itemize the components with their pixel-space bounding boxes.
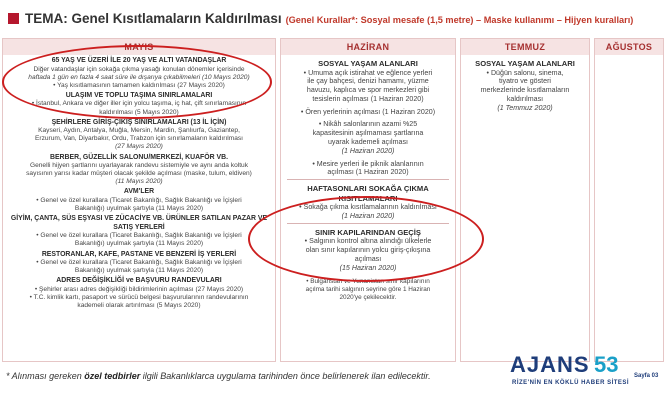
column-mayis	[2, 38, 276, 362]
bullet-square-icon	[8, 13, 19, 24]
column-header-haziran: HAZİRAN	[281, 39, 455, 55]
column-header-temmuz: TEMMUZ	[461, 39, 589, 55]
section-text: • Umuma açık istirahat ve eğlence yerleri ile çay bahçesi, denizi hamamı, yüzme havuzu, kaplıca ve spor merkezleri gibi tesislerin açılması (1 Haziran 2020) • Ören yerlerinin açılması (1 Haziran 2020) • Nikâh salonlarının azami %25 kapasitesinin aşılmaması şartlarına uyarak kademeli açılması (1 Haziran 2020) • Mesire yerleri ile piknik alanlarının açılması (1 Haziran 2020)	[300, 68, 436, 177]
column-header-mayis: MAYIS	[3, 39, 275, 55]
logo-slogan: RİZE'NİN EN KÖKLÜ HABER SİTESİ	[512, 380, 630, 386]
section-title: ADRES DEĞİŞİKLİĞİ ve BAŞVURU RANDEVULARI	[56, 277, 222, 285]
section-title: ULAŞIM VE TOPLU TAŞIMA SINIRLAMALARI	[65, 91, 213, 99]
section-title: BERBER, GÜZELLİK SALONU/MERKEZİ, KUAFÖR VB.	[49, 153, 228, 161]
section-title: SINIR KAPILARINDAN GEÇİŞ	[315, 227, 421, 237]
column-haziran	[280, 38, 456, 362]
section-title: GİYİM, ÇANTA, SÜS EŞYASI VE ZÜCACİYE VB. ÜRÜNLER SATILAN PAZAR VE SATIŞ YERLERİ	[10, 215, 268, 231]
section-title: SOSYAL YAŞAM ALANLARI	[318, 59, 418, 68]
section-text: Kayseri, Aydın, Antalya, Muğla, Mersin, Mardin, Şanlıurfa, Gaziantep, Erzurum, Van, Diyarbakır, Ordu, Trabzon için sınırlamaların kaldırılması (27 Mayıs 2020)	[34, 127, 244, 151]
section-text: Genelli hijyen şartlarını uyarlayarak randevu sistemiyle ve aynı anda koltuk sayısının yarısı kadar müşteri olacak şekilde açılması (maske, tulum, eldiven) (11 Mayıs 2020)	[26, 162, 252, 186]
section-text: • Genel ve özel kurallara (Ticaret Bakanlığı, Sağlık Bakanlığı ve İçişleri Bakanlığı) uyulmak şartıyla (11 Mayıs 2020)	[36, 259, 242, 275]
section-text: • Salgının kontrol altına alındığı ülkelerle olan sınır kapılarının yolcu giriş-çıkışına açılması (15 Haziran 2020) • Bulgaristan ve Yunanistan sınır kapılarının açılma tarihi salgının seyrine göre 1 Haziran 2020'ye çekilecektir.	[304, 237, 432, 301]
column-header-agustos: AĞUSTOS	[595, 39, 663, 55]
section-text: • İstanbul, Ankara ve diğer iller için yolcu taşıma, iç hat, çift sınırlamasının kaldırılması (5 Mayıs 2020)	[31, 100, 247, 116]
section-text: • Düğün salonu, sinema, tiyatro ve gösteri merkezlerinde kısıtlamaların kaldırılması (1 Temmuz 2020)	[480, 68, 570, 112]
column-agustos	[594, 38, 664, 362]
divider	[287, 223, 449, 224]
column-temmuz	[460, 38, 590, 362]
logo-number: 53	[594, 352, 619, 377]
logo-sayfa: Sayfa 03	[634, 373, 659, 379]
section-text: • Şehirler arası adres değişikliği bildirimlerinin açılması (27 Mayıs 2020) • T.C. kimlik kartı, pasaport ve sürücü belgesi başvurularının randevularının kademeli olarak artırılması (5 Mayıs 2020)	[29, 285, 249, 310]
logo-brand: AJANS	[510, 352, 590, 377]
footnote: * Alınması gereken özel tedbirler ilgili Bakanlıklarca uygulama tarihinden önce belirlenerek ilan edilecektir.	[6, 371, 431, 381]
section-title: AVM'LER	[123, 188, 155, 196]
section-title: ŞEHİRLERE GİRİŞ-ÇIKIŞ SINIRLAMALARI (13 İL İÇİN)	[51, 118, 227, 126]
page-header	[8, 10, 668, 30]
section-text: • Sokağa çıkma kısıtlamalarının kaldırılması (1 Haziran 2020)	[299, 203, 437, 221]
section-text: • Genel ve özel kurallara (Ticaret Bakanlığı, Sağlık Bakanlığı ve İçişleri Bakanlığı) uyulmak şartıyla (11 Mayıs 2020)	[36, 232, 242, 248]
divider	[287, 179, 449, 180]
section-title: RESTORANLAR, KAFE, PASTANE VE BENZERİ İŞ YERLERİ	[41, 250, 237, 258]
section-title: SOSYAL YAŞAM ALANLARI	[475, 59, 575, 68]
section-text: Diğer vatandaşlar için sokağa çıkma yasağı konulan dönemler içerisinde haftada 1 gün en fazla 4 saat süre ile dışarıya çıkabilmeleri (10 Mayıs 2020) • Yaş kısıtlamasının tamamen kaldırılması (27 Mayıs 2020)	[28, 65, 250, 89]
section-title: 65 YAŞ VE ÜZERİ İLE 20 YAŞ VE ALTI VATANDAŞLAR	[51, 57, 227, 64]
page-subtitle: (Genel Kurallar*: Sosyal mesafe (1,5 metre) – Maske kullanımı – Hijyen kuralları)	[285, 15, 634, 25]
section-title: HAFTASONLARI SOKAĞA ÇIKMA KISITLAMALARI	[307, 184, 429, 203]
ajans53-logo	[510, 352, 665, 392]
page-title: TEMA: Genel Kısıtlamaların Kaldırılması	[25, 11, 282, 26]
section-text: • Genel ve özel kurallara (Ticaret Bakanlığı, Sağlık Bakanlığı ve İçişleri Bakanlığı) uyulmak şartıyla (11 Mayıs 2020)	[36, 197, 242, 213]
